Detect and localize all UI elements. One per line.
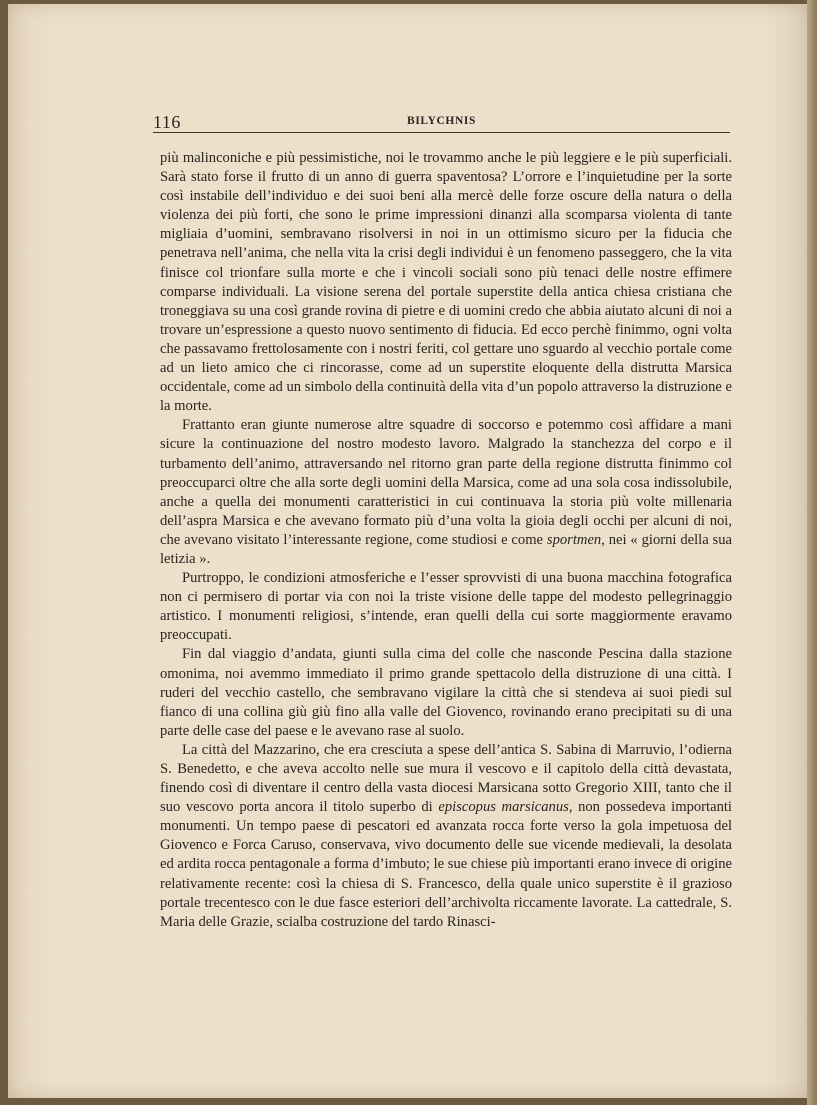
paragraph-4: Fin dal viaggio d’andata, giunti sulla cima del colle che nasconde Pescina dalla stazione omonima, noi avemmo immediato il primo grande spettacolo della distruzione di una città. I ruderi del vecchio castello, che sembravano vigilare la città che si stendeva ai suoi piedi sul fianco di una collina giù giù fino alla valle del Giovenco, rovinando erano precipitati su di una parte delle case del paese e le avevano rase al suolo. — [160, 646, 732, 739]
page-header — [153, 112, 730, 134]
paragraph-1: più malinconiche e più pessimistiche, noi le trovammo anche le più leggiere e le più superficiali. Sarà stato forse il frutto di un anno di guerra spaventosa? L’orrore e l’inquietudine per la sorte così instabile dell’individuo e dei suoi beni alla mercè delle forze oscure della natura o della violenza dei più forti, che sono le prime impressioni dinanzi alla scomparsa violenta di tante migliaia d’uomini, sembravano risolversi in noi in un ottimismo sicuro per la fiducia che penetrava nell’anima, che nella vita la crisi degli individui è un fenomeno passeggero, che la vita finisce col trionfare sulla morte e che i vincoli sociali sono più tenaci delle nostre effimere comparse individuali. La visione serena del portale superstite della antica chiesa cristiana che troneggiava su una così grande rovina di pietre e di uomini credo che abbia aiutato alcuni di noi a trovare un’espressione a questo nuovo sentimento di fiducia. Ed ecco perchè finimmo, ogni volta che passavamo frettolosamente con i nostri feriti, col gettare uno sguardo al vecchio portale come ad un lieto amico che ci rincorasse, come ad un superstite eloquente della distrutta Marsica occidentale, come ad un simbolo della continuità della vita d’un popolo attraverso la distruzione e la morte. — [160, 150, 732, 415]
paragraph-5: La città del Mazzarino, che era cresciuta a spese dell’antica S. Sabina di Marruvio, l’odierna S. Benedetto, e che aveva accolto nelle sue mura il vescovo e il capitolo della città devastata, finendo così di diventare il centro della vasta diocesi Marsicana sotto Gregorio XIII, tanto che il suo vescovo porta ancora il titolo superbo di episcopus marsicanus, non possedeva importanti monumenti. Un tempo paese di pescatori ed avanzata rocca forte verso la gola impetuosa del Giovenco e Forca Caruso, conservava, vivo documento delle sue vicende medievali, la desolata ed ardita rocca pentagonale a forma d’imbuto; le sue chiese più importanti erano invece di origine relativamente recente: così la chiesa di S. Francesco, della quale unico superstite è il grazioso portale trecentesco con le due fasce esteriori dell’archivolta riccamente lavorate. La cattedrale, S. Maria delle Grazie, scialba costruzione del tardo Rinasci- — [160, 741, 732, 930]
italic-term: sportmen — [546, 531, 602, 548]
page-number: 116 — [153, 112, 181, 132]
header-rule — [153, 132, 730, 133]
body-text — [160, 149, 732, 932]
paragraph-2: Frattanto eran giunte numerose altre squadre di soccorso e potemmo così affidare a mani sicure la continuazione del nostro modesto lavoro. Malgrado la stanchezza del corpo e il turbamento dell’animo, attraversando nel ritorno gran parte della regione distrutta finimmo col preoccuparci oltre che alla sorte degli uomini della Marsica, come ad una sola cosa indissolubile, anche a quella dei monumenti caratteristici in cui continuava la storia più volte millenaria dell’aspra Marsica e che avevano formato più d’una volta la gioia degli occhi per alcuni di noi, che avevano visitato l’interessante regione, come studiosi e come sportmen, nei « giorni della sua letizia ». — [160, 417, 732, 567]
italic-term: episcopus marsicanus — [438, 799, 569, 816]
running-head: BILYCHNIS — [407, 115, 476, 127]
paragraph-3: Purtroppo, le condizioni atmosferiche e l’esser sprovvisti di una buona macchina fotografica non ci permisero di portar via con noi la triste visione delle tappe del modesto pellegrinaggio artistico. I monumenti religiosi, s’intende, eran quelli della cui sorte maggiormente eravamo preoccupati. — [160, 570, 732, 644]
book-page — [8, 4, 809, 1098]
page-edge — [807, 0, 817, 1105]
